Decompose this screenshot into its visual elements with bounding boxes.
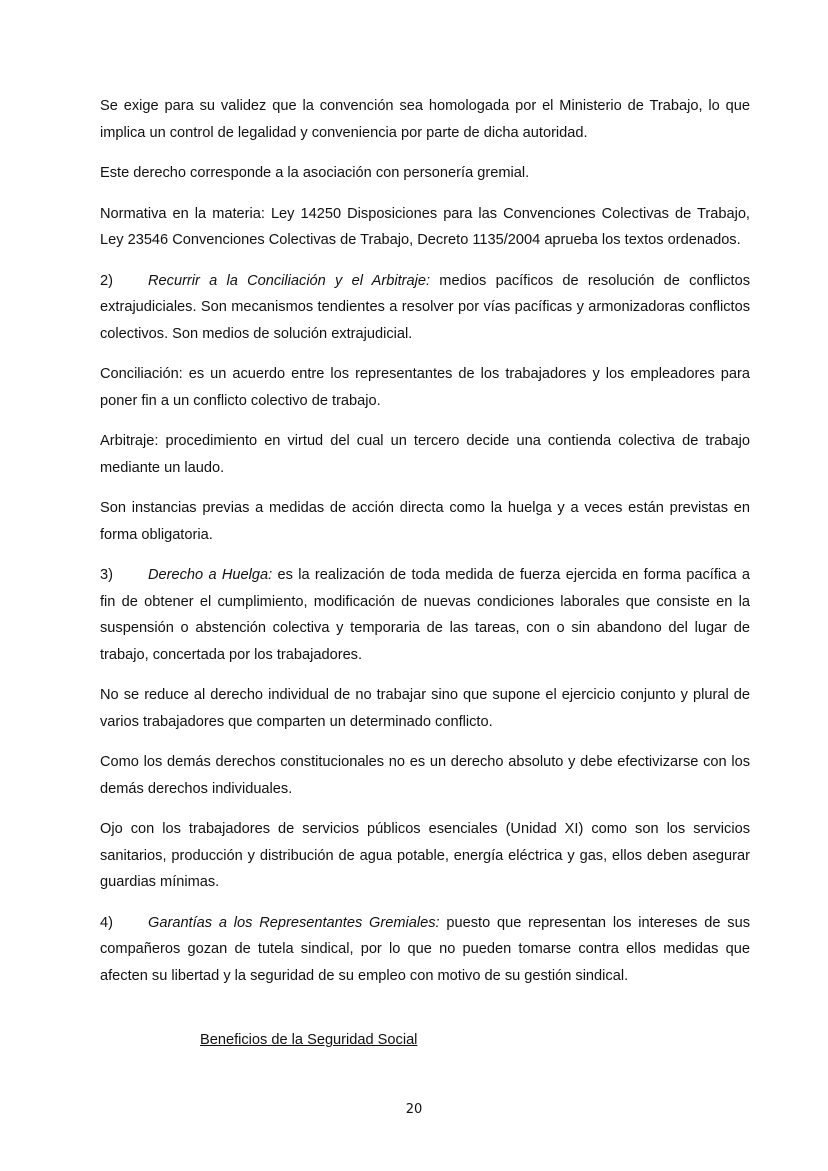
section-heading: Beneficios de la Seguridad Social [200, 1032, 418, 1048]
paragraph-arbitraje [100, 428, 750, 481]
paragraph-text: es la realización de toda medida de fuerza ejercida en forma pacífica a fin de obtener el cumplimiento, modificación de nuevas condiciones laborales que consiste en la suspensión o abstención colectiva y temporaria de las tareas, con o sin abandono del lugar de trabajo, concertada por los trabajadores. [100, 567, 750, 663]
list-term: Recurrir a la Conciliación y el Arbitraje: [148, 272, 431, 289]
list-number: 4) [100, 914, 113, 931]
paragraph-text: Ojo con los trabajadores de servicios públicos esenciales (Unidad XI) como son los servicios sanitarios, producción y distribución de agua potable, energía eléctrica y gas, ellos deben asegurar guardias mínimas. [100, 821, 750, 890]
paragraph-conciliacion [100, 361, 750, 414]
paragraph-text: Este derecho corresponde a la asociación con personería gremial. [100, 165, 530, 181]
paragraph-text: No se reduce al derecho individual de no trabajar sino que supone el ejercicio conjunto y plural de varios trabajadores que comparten un determinado conflicto. [100, 687, 750, 730]
paragraph-normativa [100, 201, 750, 254]
paragraph-instancias [100, 495, 750, 548]
paragraph-text: Se exige para su validez que la convención sea homologada por el Ministerio de Trabajo, lo que implica un control de legalidad y conveniencia por parte de dicha autoridad. [100, 98, 750, 141]
list-term: Garantías a los Representantes Gremiales: [148, 914, 440, 931]
paragraph-derecho-individual [100, 682, 750, 735]
page-number: 20 [405, 1102, 423, 1117]
list-number: 2) [100, 272, 113, 289]
paragraph-text: Arbitraje: procedimiento en virtud del cual un tercero decide una contienda colectiva de trabajo mediante un laudo. [100, 433, 750, 476]
paragraph-text: Conciliación: es un acuerdo entre los representantes de los trabajadores y los empleadores para poner fin a un conflicto colectivo de trabajo. [100, 366, 750, 409]
paragraph-text: puesto que representan los intereses de sus compañeros gozan de tutela sindical, por lo que no pueden tomarse contra ellos medidas que afecten su libertad y la seguridad de su empleo con motivo de su gestión sindical. [100, 914, 750, 984]
list-item-3 [100, 562, 750, 668]
list-item-2 [100, 268, 750, 348]
paragraph-text: Como los demás derechos constitucionales no es un derecho absoluto y debe efectivizarse con los demás derechos individuales. [100, 754, 750, 797]
paragraph-personeria [100, 160, 750, 187]
body-text [100, 93, 750, 1003]
paragraph-derechos-constitucionales [100, 749, 750, 802]
list-number: 3) [100, 567, 113, 583]
paragraph-text: Normativa en la materia: Ley 14250 Disposiciones para las Convenciones Colectivas de Trabajo, Ley 23546 Convenciones Colectivas de Trabajo, Decreto 1135/2004 aprueba los textos ordenados. [100, 205, 750, 248]
paragraph-text: Son instancias previas a medidas de acción directa como la huelga y a veces están previstas en forma obligatoria. [100, 500, 750, 543]
list-item-4 [100, 910, 750, 990]
paragraph-text: medios pacíficos de resolución de conflictos extrajudiciales. Son mecanismos tendientes a resolver por vías pacíficas y armonizadoras conflictos colectivos. Son medios de solución extrajudicial. [100, 272, 750, 342]
list-term: Derecho a Huelga: [148, 567, 273, 583]
paragraph-homologation [100, 93, 750, 146]
paragraph-servicios-esenciales [100, 816, 750, 896]
